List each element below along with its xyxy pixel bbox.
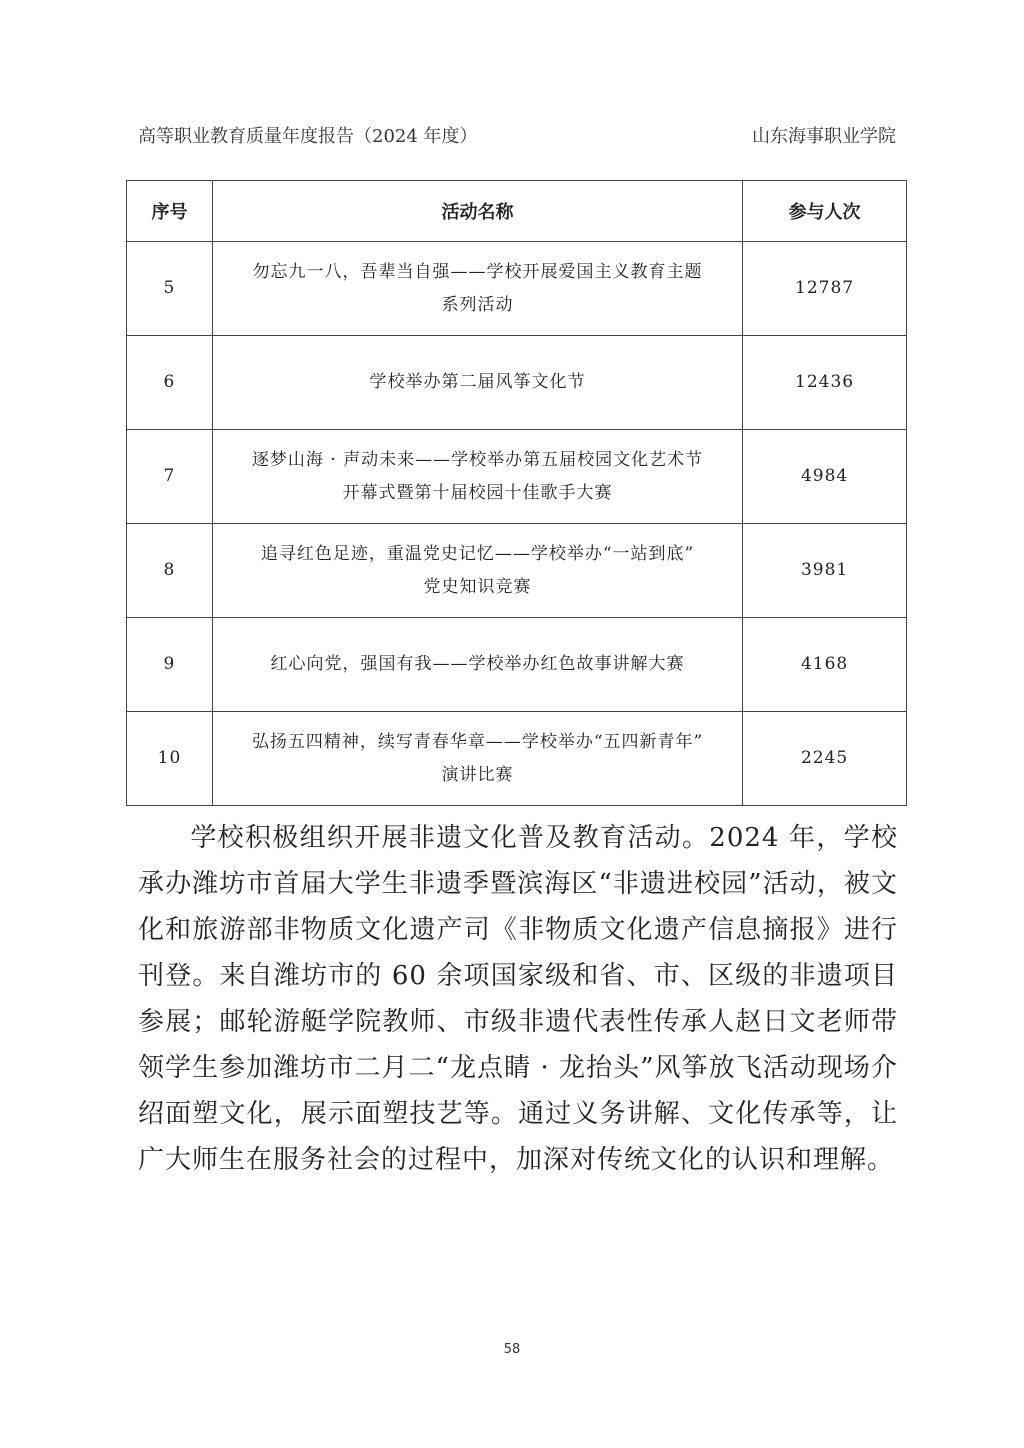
row-number: 5 [127, 242, 213, 336]
table-row [127, 430, 907, 524]
activity-name [212, 712, 742, 806]
institution-name: 山东海事职业学院 [752, 126, 896, 147]
participant-count: 4984 [743, 430, 907, 524]
activity-name-line: 演讲比赛 [441, 764, 514, 785]
table-header-row [127, 181, 907, 242]
row-number: 8 [127, 524, 213, 618]
paragraph-text: 学校积极组织开展非遗文化普及教育活动。2024 年，学校承办潍坊市首届大学生非遗季暨滨海区“非遗进校园”活动，被文化和旅游部非物质文化遗产司《非物质文化遗产信息摘报》进行刊登。来自潍坊市的 60 余项国家级和省、市、区级的非遗项目参展；邮轮游艇学院教师、市级非遗代表性传承人赵日文老师带领学生参加潍坊市二月二“龙点睛 · 龙抬头”风筝放飞活动现场介绍面塑文化，展示面塑技艺等。通过义务讲解、文化传承等，让广大师生在服务社会的过程中，加深对传统文化的认识和理解。 [138, 823, 898, 1175]
participant-count: 12787 [743, 242, 907, 336]
row-number: 6 [127, 336, 213, 430]
activity-name-line: 弘扬五四精神，续写青春华章——学校举办“五四新青年” [251, 731, 704, 752]
participant-count: 4168 [743, 618, 907, 712]
row-number: 9 [127, 618, 213, 712]
page-header [138, 122, 896, 152]
activity-name [212, 524, 742, 618]
participant-count: 12436 [743, 336, 907, 430]
activity-name-line: 系列活动 [441, 294, 514, 315]
participant-count: 3981 [743, 524, 907, 618]
activity-name: 学校举办第二届风筝文化节 [212, 336, 742, 430]
table-row [127, 242, 907, 336]
column-header-no: 序号 [127, 181, 213, 242]
report-title: 高等职业教育质量年度报告（2024 年度） [138, 126, 478, 147]
activity-name-line: 勿忘九一八，吾辈当自强——学校开展爱国主义教育主题 [252, 261, 703, 282]
table-row [127, 712, 907, 806]
column-header-name: 活动名称 [212, 181, 742, 242]
column-header-count: 参与人次 [743, 181, 907, 242]
table-row [127, 336, 907, 430]
body-paragraph [138, 815, 898, 1183]
activity-name [212, 430, 742, 524]
table-row [127, 618, 907, 712]
table-row [127, 524, 907, 618]
row-number: 10 [127, 712, 213, 806]
activity-table [126, 180, 907, 806]
activity-name-line: 党史知识竞赛 [423, 576, 532, 597]
participant-count: 2245 [743, 712, 907, 806]
activity-name-line: 追寻红色足迹，重温党史记忆——学校举办“一站到底” [260, 543, 695, 564]
page-number: 58 [503, 1342, 521, 1357]
activity-name: 红心向党，强国有我——学校举办红色故事讲解大赛 [212, 618, 742, 712]
activity-name-line: 逐梦山海 · 声动未来——学校举办第五届校园文化艺术节 [251, 449, 704, 470]
row-number: 7 [127, 430, 213, 524]
activity-name-line: 开幕式暨第十届校园十佳歌手大赛 [342, 482, 613, 503]
activity-name [212, 242, 742, 336]
